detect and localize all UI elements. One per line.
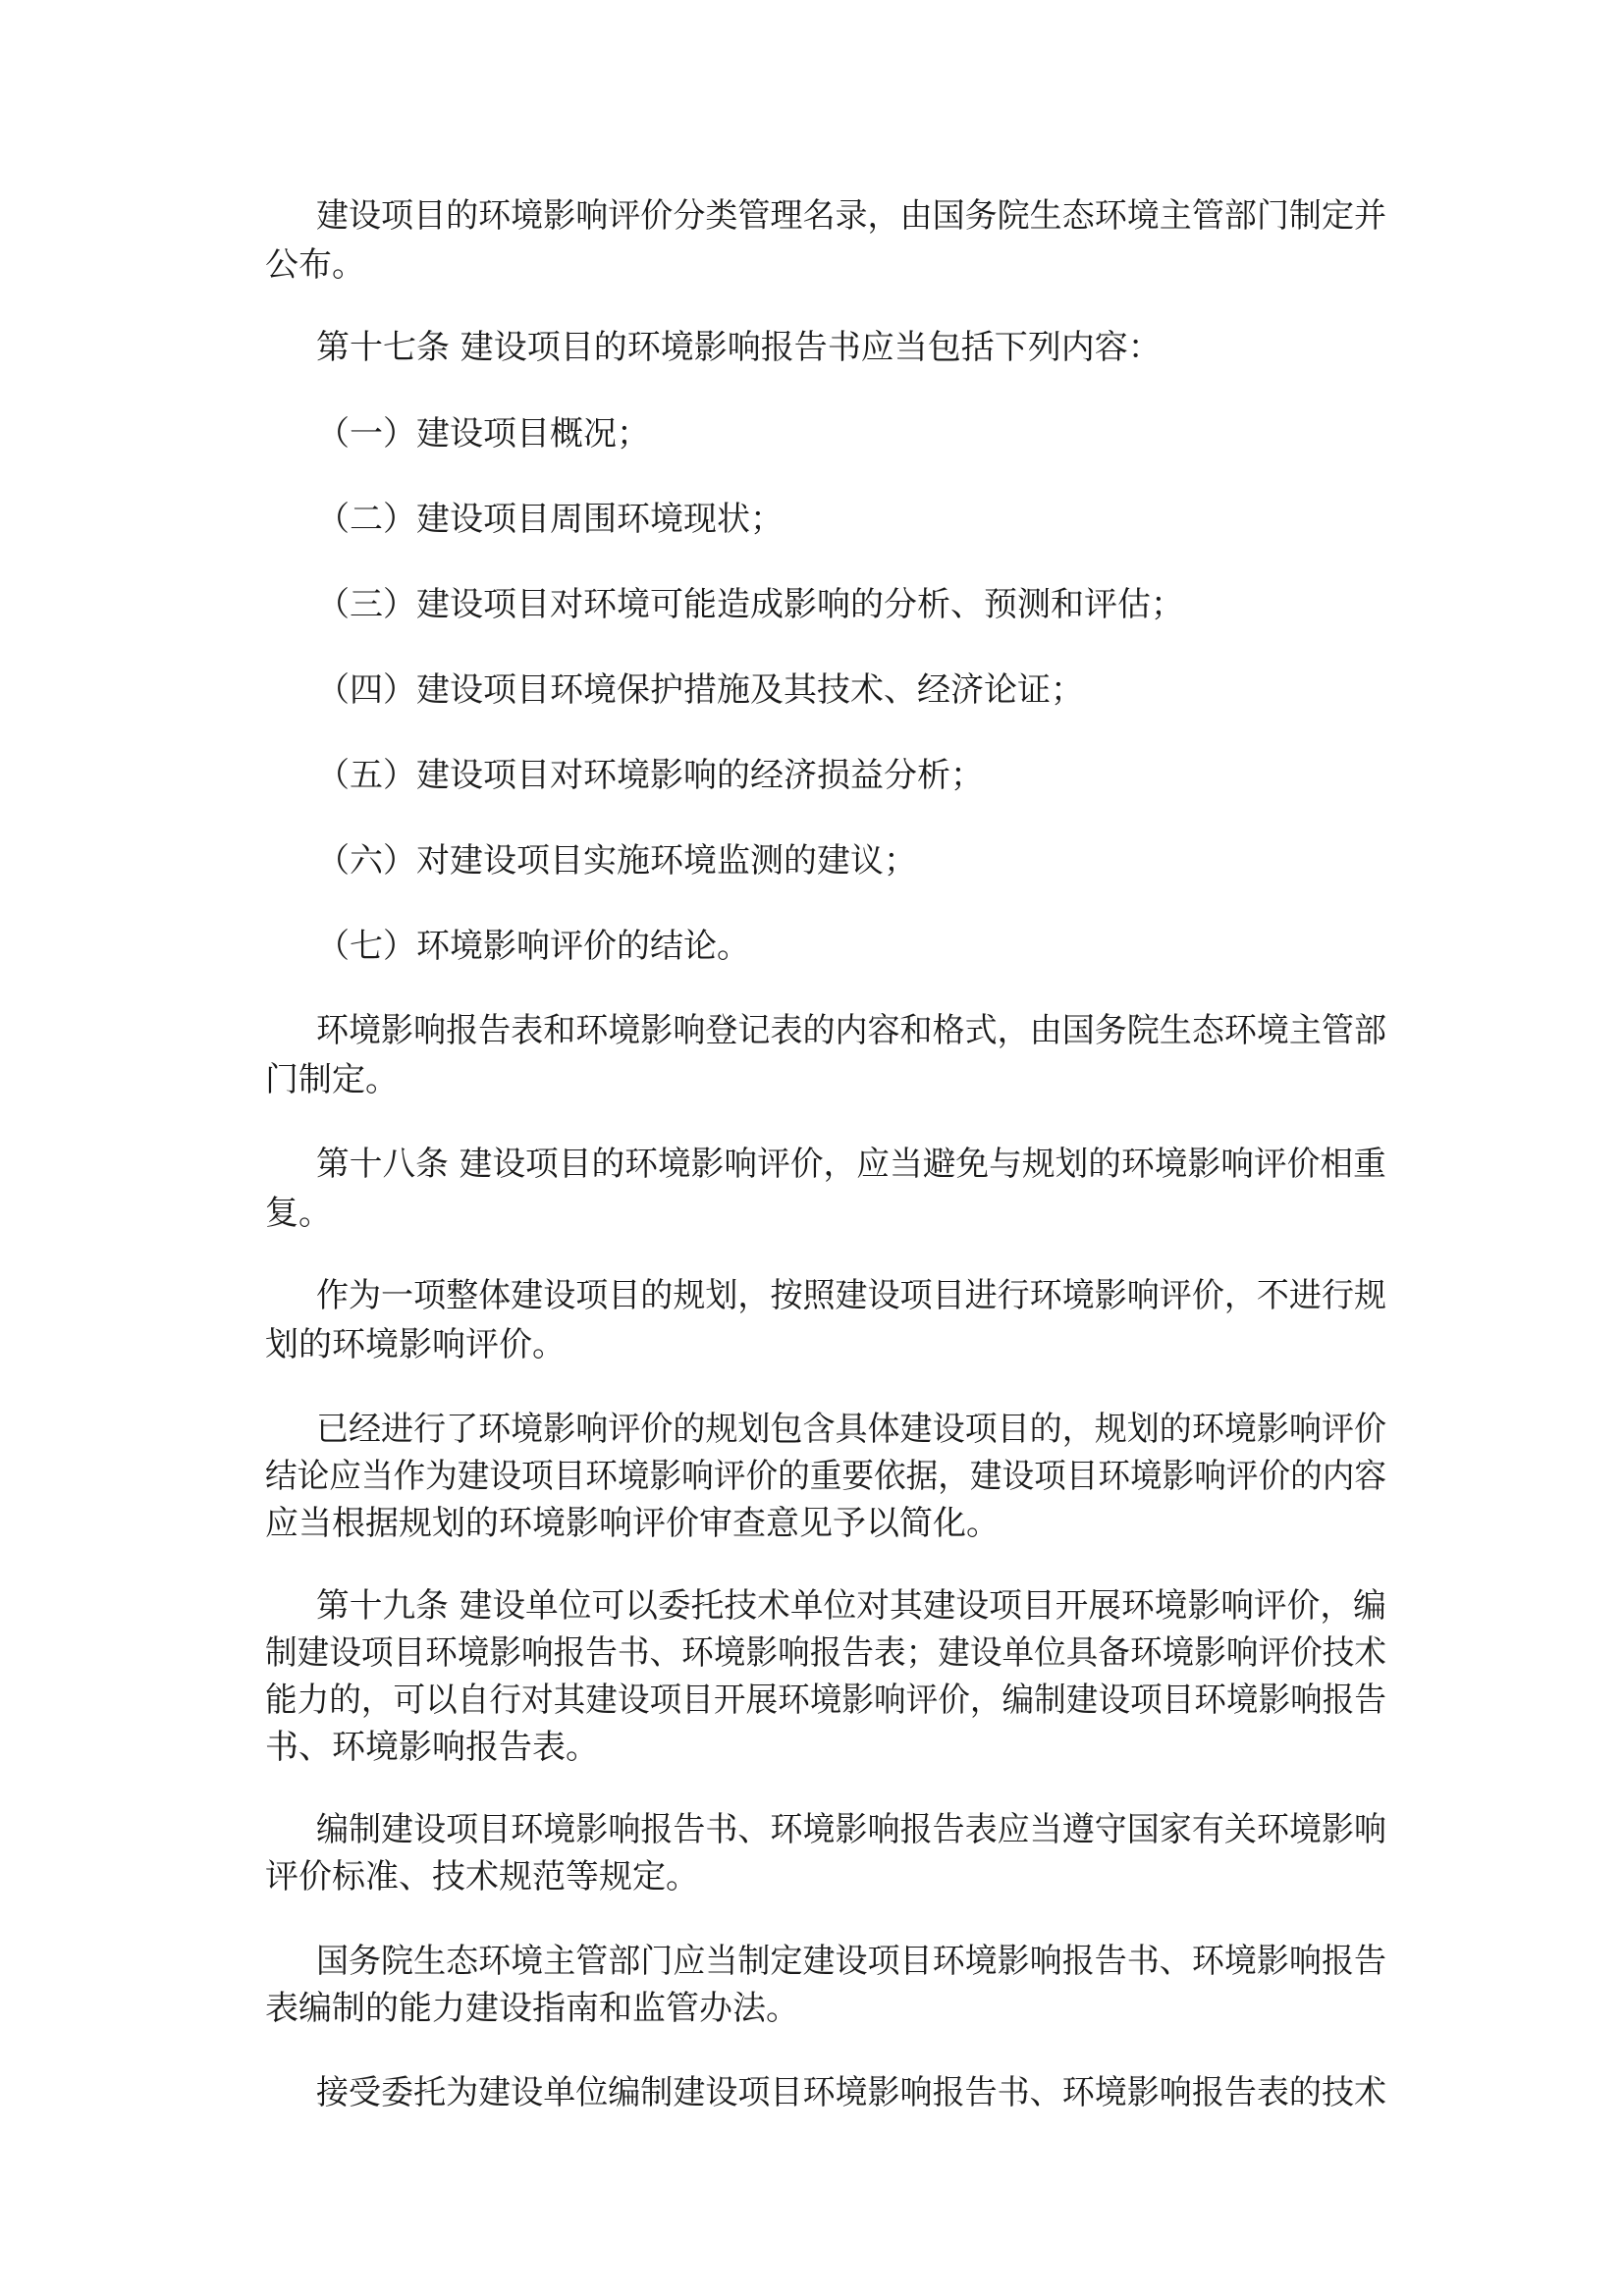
text-line: 第十八条 建设项目的环境影响评价，应当避免与规划的环境影响评价相重 [316, 1145, 1386, 1184]
text-line: 评价标准、技术规范等规定。 [265, 1857, 699, 1896]
text-line: 国务院生态环境主管部门应当制定建设项目环境影响报告书、环境影响报告 [316, 1942, 1387, 1981]
text-line: 已经进行了环境影响评价的规划包含具体建设项目的，规划的环境影响评价 [316, 1410, 1387, 1449]
text-line: 建设项目的环境影响评价分类管理名录，由国务院生态环境主管部门制定并 [316, 196, 1387, 236]
text-line: 作为一项整体建设项目的规划，按照建设项目进行环境影响评价，不进行规 [316, 1276, 1387, 1315]
text-line: 编制建设项目环境影响报告书、环境影响报告表应当遵守国家有关环境影响 [316, 1810, 1387, 1849]
text-line: 第十七条 建设项目的环境影响报告书应当包括下列内容： [316, 328, 1162, 367]
text-line: （四）建设项目环境保护措施及其技术、经济论证； [316, 670, 1084, 710]
text-line: 复。 [265, 1194, 332, 1233]
text-line: 公布。 [265, 245, 365, 285]
text-line: （六）对建设项目实施环境监测的建议； [316, 841, 917, 881]
text-line: 门制定。 [265, 1060, 399, 1099]
text-line: 划的环境影响评价。 [265, 1325, 566, 1364]
text-line: 应当根据规划的环境影响评价审查意见予以简化。 [265, 1504, 1000, 1543]
text-line: （一）建设项目概况； [316, 414, 650, 454]
text-line: 第十九条 建设单位可以委托技术单位对其建设项目开展环境影响评价，编 [316, 1586, 1386, 1626]
text-line: （二）建设项目周围环境现状； [316, 500, 784, 539]
text-line: 表编制的能力建设指南和监管办法。 [265, 1989, 799, 2028]
text-line: （三）建设项目对环境可能造成影响的分析、预测和评估； [316, 585, 1184, 624]
text-line: （七）环境影响评价的结论。 [316, 927, 750, 966]
text-line: 制建设项目环境影响报告书、环境影响报告表；建设单位具备环境影响评价技术 [265, 1633, 1387, 1673]
text-line: 结论应当作为建设项目环境影响评价的重要依据，建设项目环境影响评价的内容 [265, 1457, 1387, 1496]
text-line: 书、环境影响报告表。 [265, 1728, 599, 1767]
text-line: 接受委托为建设单位编制建设项目环境影响报告书、环境影响报告表的技术 [316, 2073, 1387, 2112]
text-line: （五）建设项目对环境影响的经济损益分析； [316, 756, 984, 795]
text-line: 环境影响报告表和环境影响登记表的内容和格式，由国务院生态环境主管部 [316, 1011, 1387, 1050]
text-line: 能力的，可以自行对其建设项目开展环境影响评价，编制建设项目环境影响报告 [265, 1681, 1387, 1720]
